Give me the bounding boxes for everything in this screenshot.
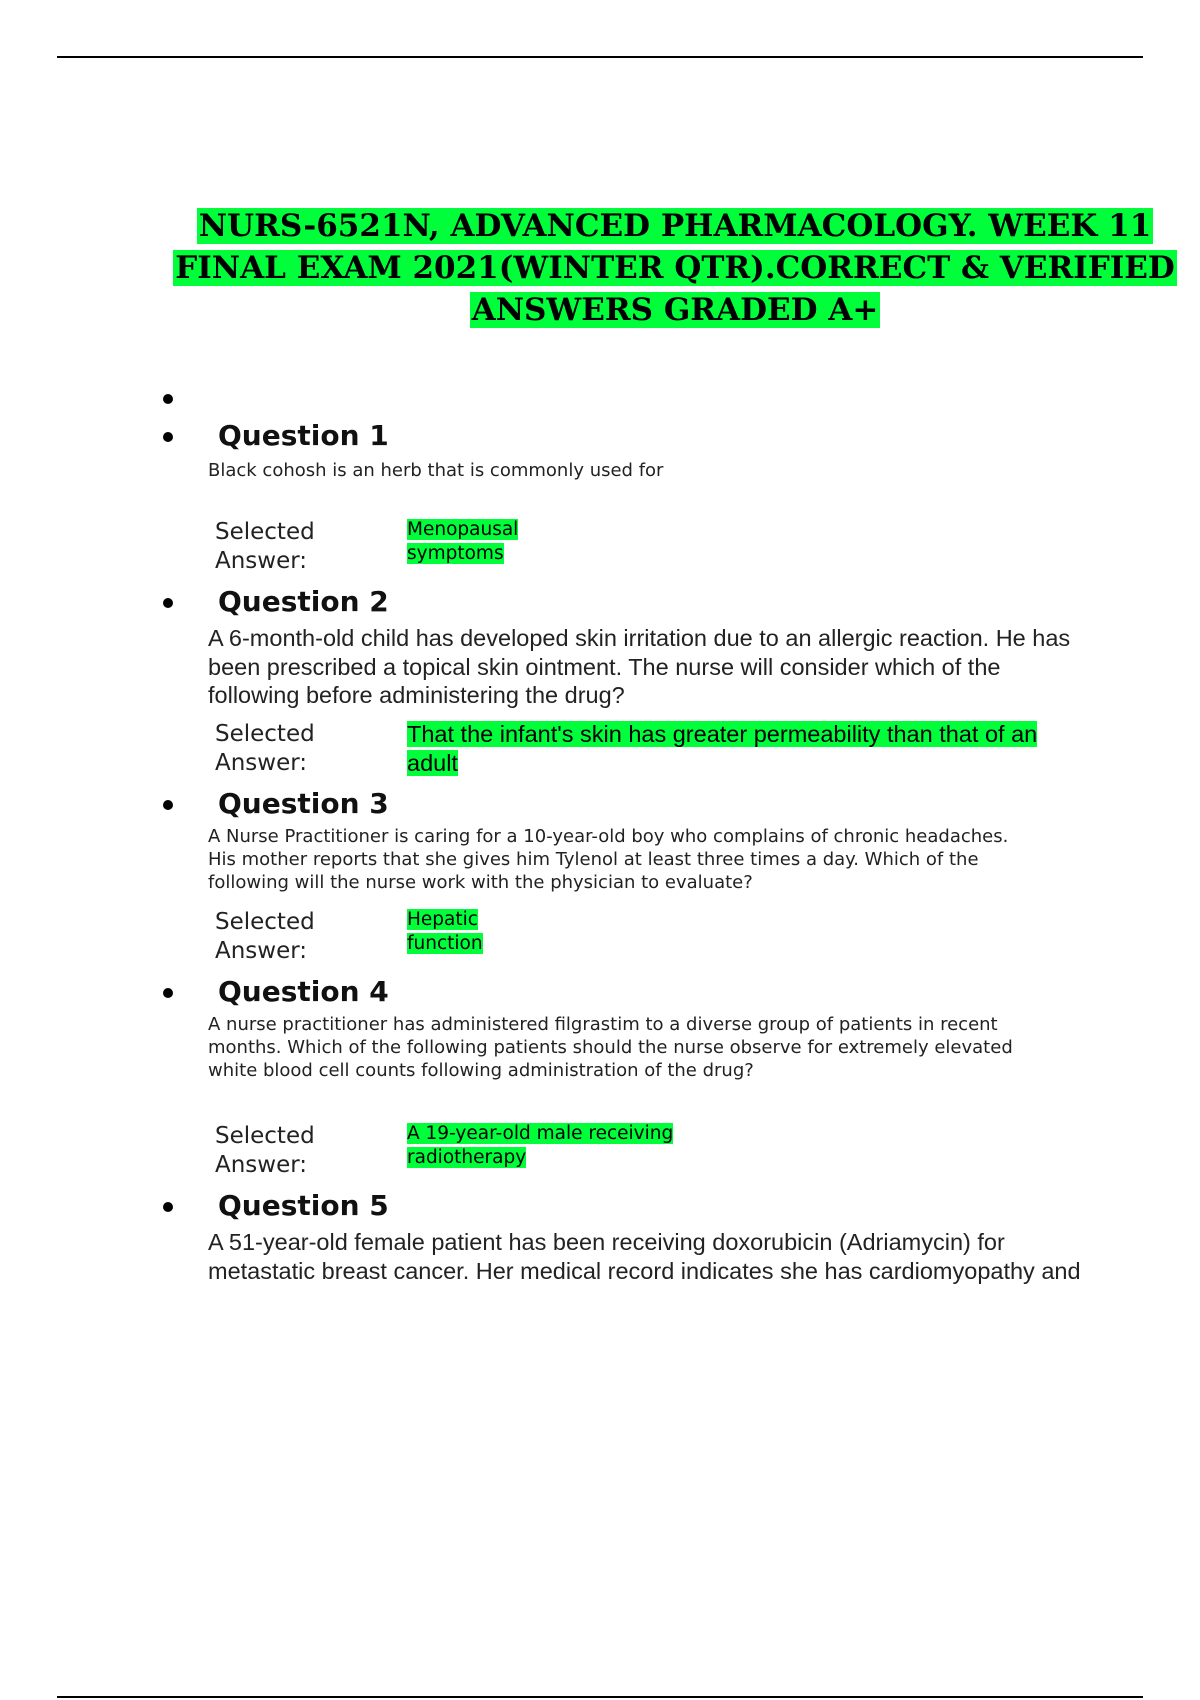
question-4-answer bbox=[407, 1122, 673, 1170]
answer-line: A 19-year-old male receiving bbox=[407, 1123, 674, 1144]
question-1-selected-label bbox=[215, 518, 315, 575]
empty-bullet bbox=[163, 394, 173, 404]
question-2-text-line: been prescribed a topical skin ointment. The nurse will consider which of the bbox=[208, 653, 1001, 680]
selected-label-line2: Answer: bbox=[215, 547, 308, 574]
question-2-bullet bbox=[163, 598, 173, 608]
question-5-heading: Question 5 bbox=[218, 1189, 389, 1222]
question-2-text-line: following before administering the drug? bbox=[208, 682, 625, 708]
question-3-heading: Question 3 bbox=[218, 787, 389, 820]
footer-rule bbox=[57, 1696, 1143, 1698]
answer-line: function bbox=[407, 933, 483, 954]
selected-label-line2: Answer: bbox=[215, 937, 308, 964]
question-5-text-line: metastatic breast cancer. Her medical record indicates she has cardiomyopathy and bbox=[208, 1257, 1081, 1284]
question-3-text-line: following will the nurse work with the physician to evaluate? bbox=[208, 872, 753, 893]
question-4-heading: Question 4 bbox=[218, 975, 389, 1008]
question-2-answer bbox=[407, 720, 1037, 777]
answer-line: That the infant's skin has greater permeability than that of an bbox=[407, 721, 1038, 747]
selected-label-line1: Selected bbox=[215, 909, 315, 935]
question-3-answer bbox=[407, 908, 483, 956]
document-title bbox=[160, 205, 1190, 331]
question-2-heading: Question 2 bbox=[218, 585, 389, 618]
answer-line: radiotherapy bbox=[407, 1147, 527, 1168]
selected-label-line1: Selected bbox=[215, 1123, 315, 1149]
question-3-bullet bbox=[163, 800, 173, 810]
question-4-bullet bbox=[163, 988, 173, 998]
selected-label-line1: Selected bbox=[215, 721, 315, 747]
question-1-bullet bbox=[163, 432, 173, 442]
answer-line: symptoms bbox=[407, 543, 504, 564]
title-highlight: NURS-6521N, ADVANCED PHARMACOLOGY. WEEK 11 FINAL EXAM 2021(WINTER QTR).CORRECT & VERIFIED ANSWERS GRADED A+ bbox=[175, 208, 1175, 328]
question-3-text-line: A Nurse Practitioner is caring for a 10-year-old boy who complains of chronic headaches. bbox=[208, 826, 1009, 847]
question-2-selected-label bbox=[215, 720, 315, 777]
question-4-text-line: A nurse practitioner has administered filgrastim to a diverse group of patients in recent bbox=[208, 1014, 998, 1035]
answer-line: Hepatic bbox=[407, 909, 478, 930]
question-1-text: Black cohosh is an herb that is commonly used for bbox=[208, 460, 664, 481]
question-3-selected-label bbox=[215, 908, 315, 965]
answer-line: Menopausal bbox=[407, 519, 519, 540]
question-5-bullet bbox=[163, 1202, 173, 1212]
question-2-text-line: A 6-month-old child has developed skin irritation due to an allergic reaction. He has bbox=[208, 625, 1071, 651]
selected-label-line2: Answer: bbox=[215, 749, 308, 776]
question-4-text bbox=[208, 1013, 1118, 1082]
question-3-text bbox=[208, 825, 1118, 894]
question-2-text bbox=[208, 624, 1118, 710]
selected-label-line1: Selected bbox=[215, 519, 315, 545]
question-4-text-line: white blood cell counts following administration of the drug? bbox=[208, 1060, 754, 1081]
selected-label-line2: Answer: bbox=[215, 1151, 308, 1178]
question-1-answer bbox=[407, 518, 518, 566]
question-5-text bbox=[208, 1228, 1118, 1285]
question-5-text-line: A 51-year-old female patient has been receiving doxorubicin (Adriamycin) for bbox=[208, 1229, 1005, 1255]
question-3-text-line: His mother reports that she gives him Tylenol at least three times a day. Which of the bbox=[208, 849, 979, 870]
question-4-selected-label bbox=[215, 1122, 315, 1179]
question-4-text-line: months. Which of the following patients should the nurse observe for extremely elevated bbox=[208, 1037, 1013, 1058]
question-1-heading: Question 1 bbox=[218, 419, 389, 452]
header-rule bbox=[57, 56, 1143, 58]
answer-line: adult bbox=[407, 749, 458, 776]
